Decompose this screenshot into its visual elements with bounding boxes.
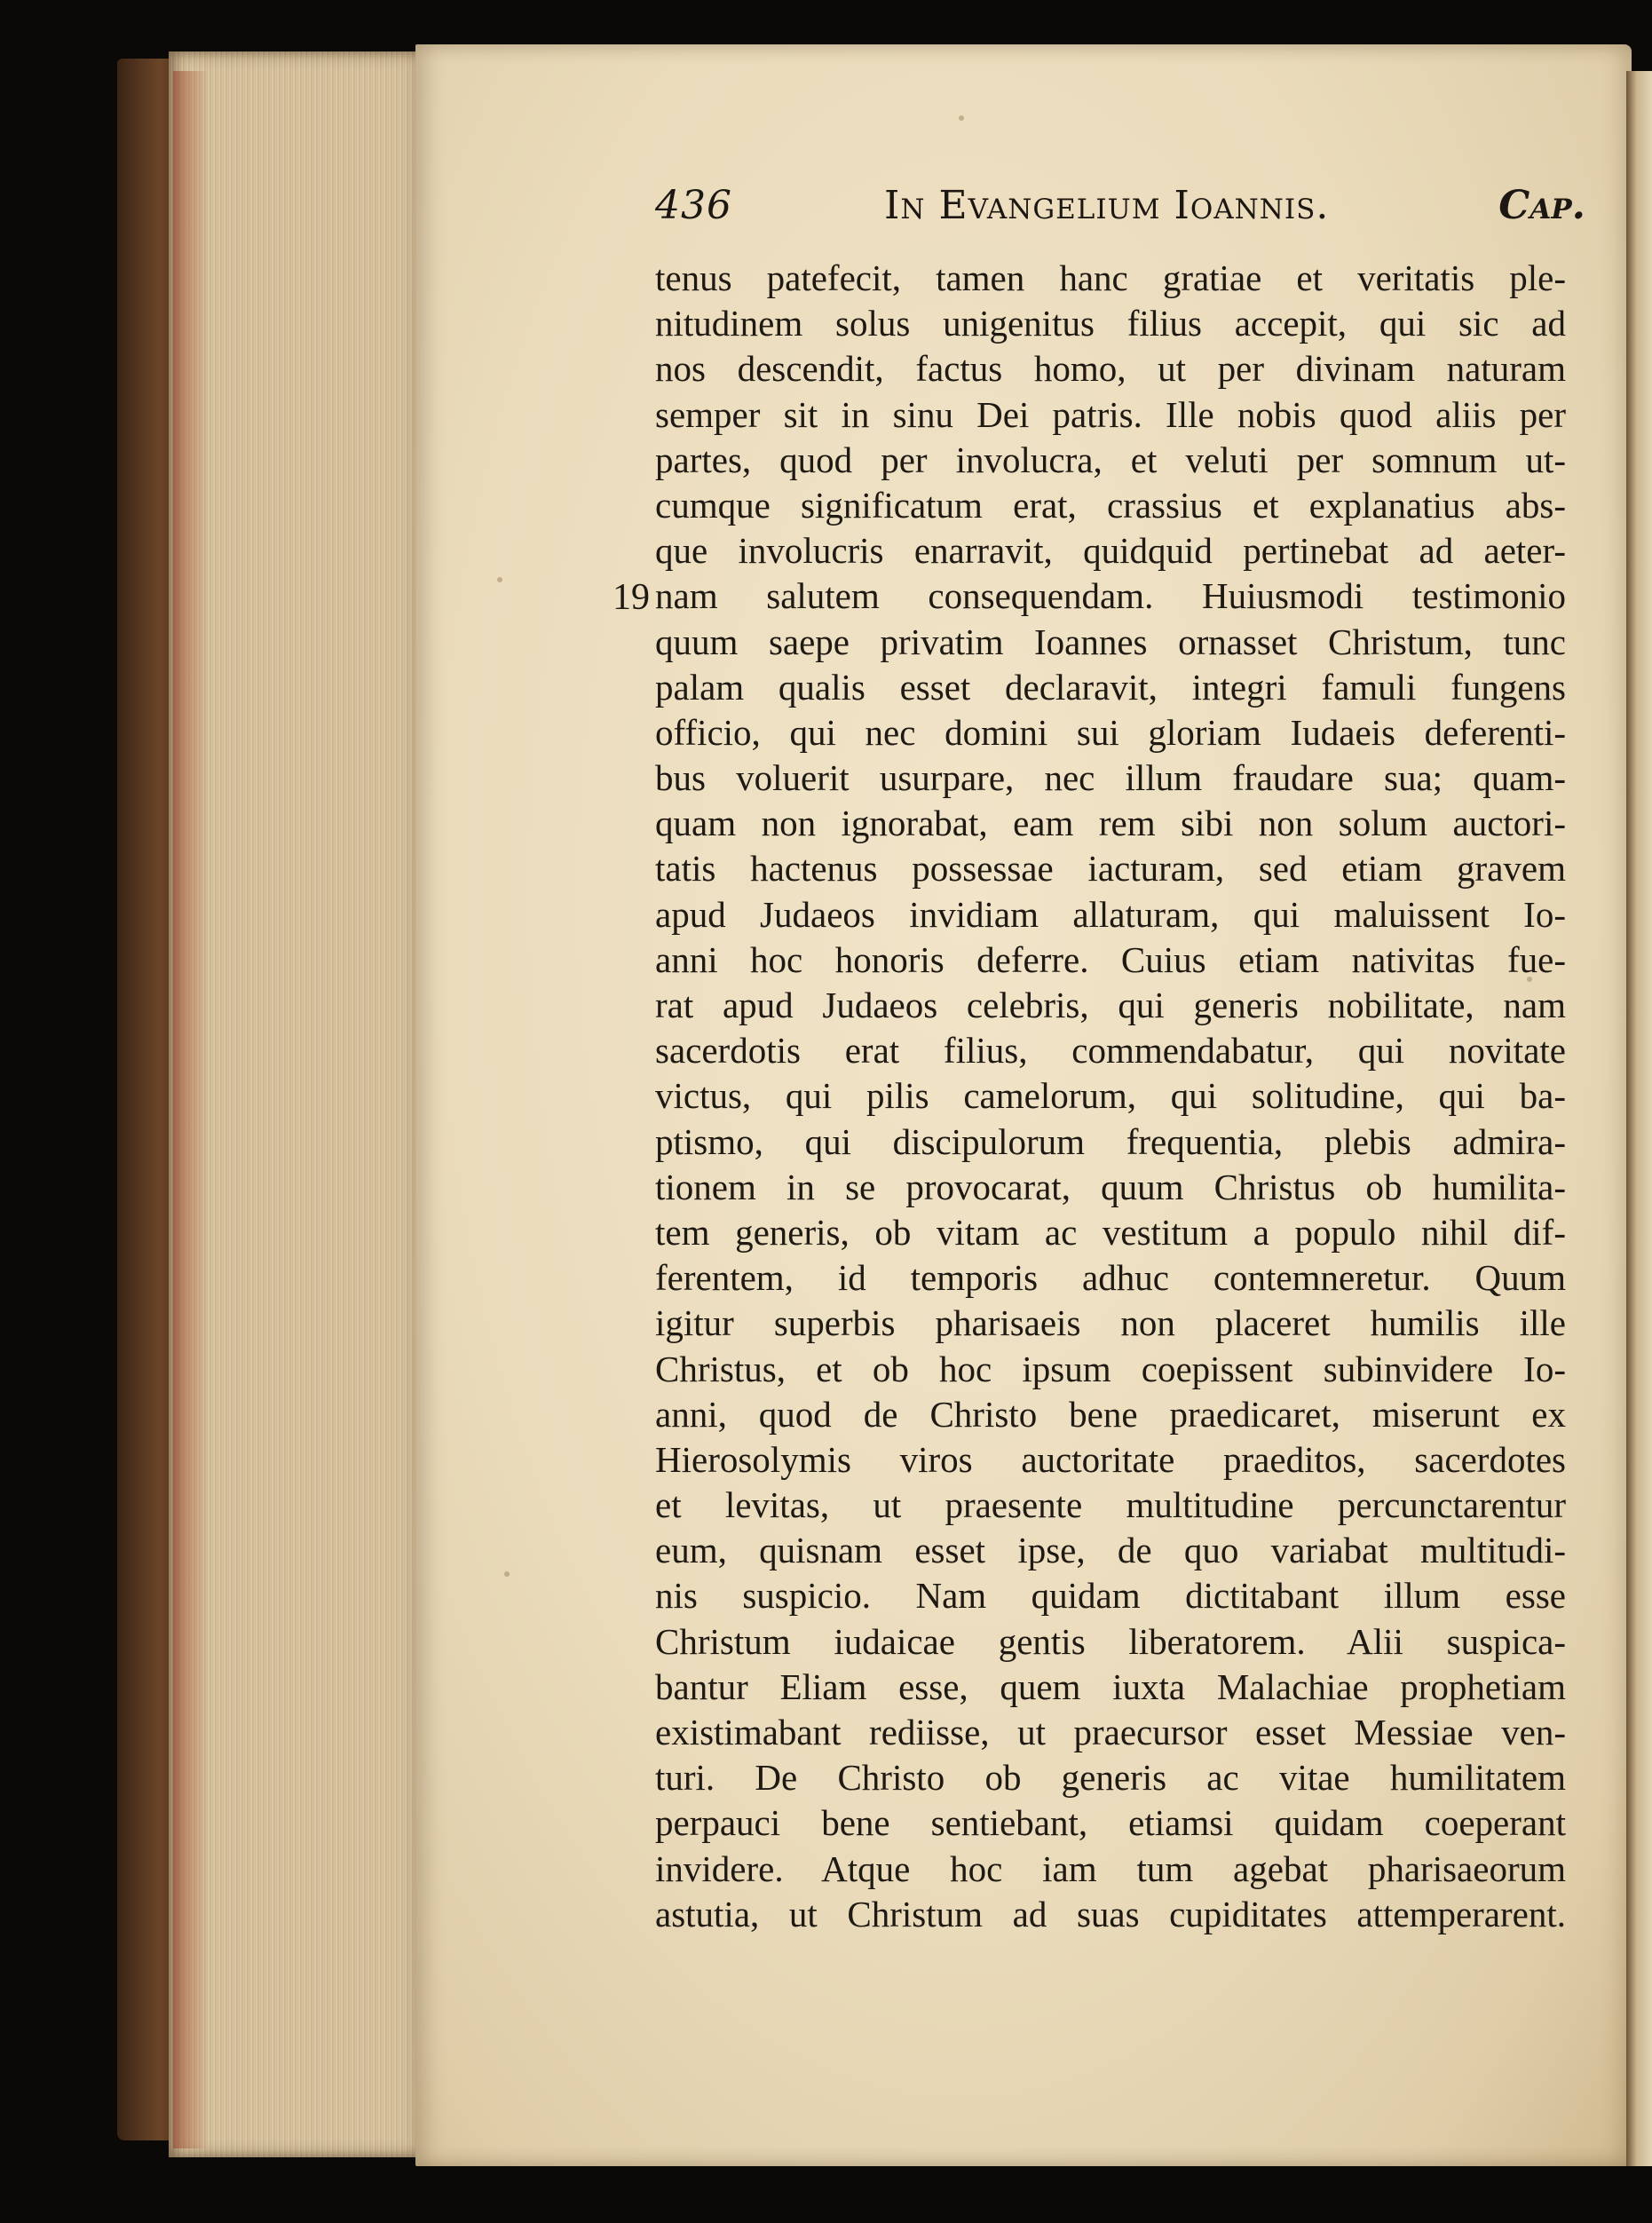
text-line: nam salutem consequendam. Huiusmodi testimonio <box>655 575 1566 617</box>
text-line: existimabant rediisse, ut praecursor esset Messiae ven- <box>655 1712 1566 1752</box>
text-line: apud Judaeos invidiam allaturam, qui maluissent Io- <box>655 893 1566 935</box>
text-line: anni, quod de Christo bene praedicaret, miserunt ex <box>655 1393 1566 1435</box>
text-line: nis suspicio. Nam quidam dictitabant illum esse <box>655 1575 1566 1617</box>
text-line: astutia, ut Christum ad suas cupiditates attemperarent. <box>655 1893 1566 1934</box>
chapter-label: Cap. <box>1498 183 1585 228</box>
text-line: nos descendit, factus homo, ut per divinam naturam <box>655 348 1566 390</box>
paper-speck <box>497 577 502 582</box>
text-line: ferentem, id temporis adhuc contemneretur. Quum <box>655 1257 1566 1299</box>
text-line: sacerdotis erat filius, commendabatur, qui novitate <box>655 1030 1566 1072</box>
text-line: perpauci bene sentiebant, etiamsi quidam coeperant <box>655 1802 1566 1844</box>
text-line: anni hoc honoris deferre. Cuius etiam nativitas fue- <box>655 938 1566 980</box>
text-line: rat apud Judaeos celebris, qui generis nobilitate, nam <box>655 985 1566 1025</box>
verse-margin-number: 19 <box>613 577 650 618</box>
text-line: Christum iudaicae gentis liberatorem. Alii suspica- <box>655 1620 1566 1662</box>
text-line: victus, qui pilis camelorum, qui solitudine, qui ba- <box>655 1075 1566 1117</box>
paper-speck <box>959 115 964 121</box>
page-edge-stain <box>173 71 209 2148</box>
text-line: bantur Eliam esse, quem iuxta Malachiae prophetiam <box>655 1665 1566 1707</box>
text-line: turi. De Christo ob generis ac vitae humilitatem <box>655 1757 1566 1799</box>
text-line: ptismo, qui discipulorum frequentia, plebis admira- <box>655 1120 1566 1162</box>
text-line: tatis hactenus possessae iacturam, sed etiam gravem <box>655 848 1566 890</box>
text-line: quam non ignorabat, eam rem sibi non solum auctori- <box>655 803 1566 844</box>
text-line: nitudinem solus unigenitus filius accepit, qui sic ad <box>655 303 1566 344</box>
body-text <box>655 256 1566 1937</box>
facing-page-edge <box>1626 71 1652 2166</box>
text-line: eum, quisnam esset ipse, de quo variabat multitudi- <box>655 1530 1566 1571</box>
text-line: bus voluerit usurpare, nec illum fraudare sua; quam- <box>655 757 1566 799</box>
text-line: tem generis, ob vitam ac vestitum a populo nihil dif- <box>655 1211 1566 1253</box>
text-line: invidere. Atque hoc iam tum agebat pharisaeorum <box>655 1847 1566 1889</box>
paper-speck <box>504 1571 510 1577</box>
running-title: In Evangelium Ioannis. <box>884 183 1330 228</box>
text-line: tenus patefecit, tamen hanc gratiae et veritatis ple- <box>655 257 1566 298</box>
text-line: officio, qui nec domini sui gloriam Iudaeis deferenti- <box>655 711 1566 753</box>
text-line: semper sit in sinu Dei patris. Ille nobis quod aliis per <box>655 393 1566 435</box>
page-number: 436 <box>655 183 732 228</box>
text-line: partes, quod per involucra, et veluti per somnum ut- <box>655 439 1566 480</box>
text-line: igitur superbis pharisaeis non placeret humilis ille <box>655 1302 1566 1344</box>
text-line: quum saepe privatim Ioannes ornasset Christum, tunc <box>655 621 1566 662</box>
text-line: que involucris enarravit, quidquid pertinebat ad aeter- <box>655 530 1566 572</box>
text-line: cumque significatum erat, crassius et explanatius abs- <box>655 484 1566 526</box>
text-line: tionem in se provocarat, quum Christus ob humilita- <box>655 1166 1566 1207</box>
text-line: palam qualis esset declaravit, integri famuli fungens <box>655 666 1566 708</box>
text-line: et levitas, ut praesente multitudine percunctarentur <box>655 1484 1566 1526</box>
text-line: Christus, et ob hoc ipsum coepissent subinvidere Io- <box>655 1348 1566 1389</box>
running-head <box>655 183 1585 245</box>
text-line: Hierosolymis viros auctoritate praeditos, sacerdotes <box>655 1438 1566 1480</box>
